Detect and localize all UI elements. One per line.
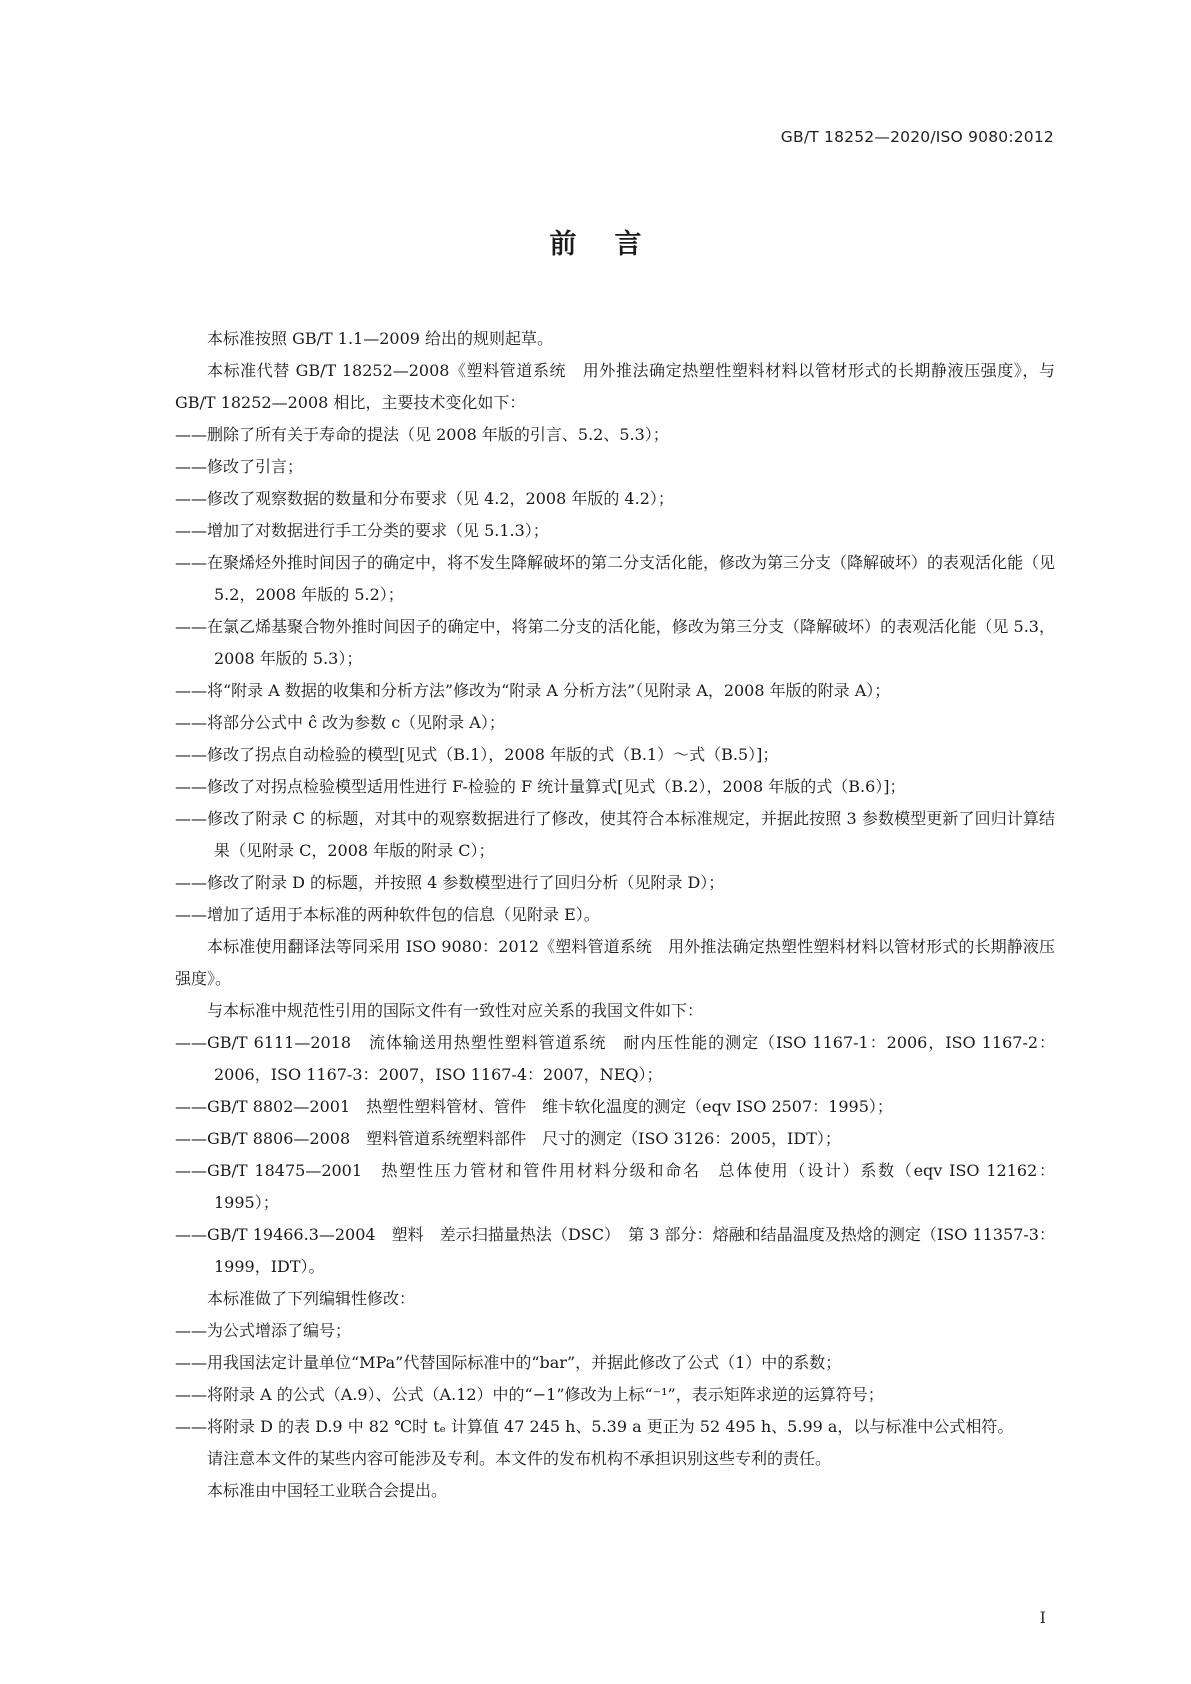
list-item: ——修改了观察数据的数量和分布要求（见 4.2，2008 年版的 4.2）； (175, 489, 674, 508)
list-item: ——修改了对拐点检验模型适用性进行 F-检验的 F 统计量算式[见式（B.2），2008 年版的式（B.6）]； (175, 777, 906, 796)
list-item: ——GB/T 8802—2001 热塑性塑料管材、管件 维卡软化温度的测定（eqv ISO 2507：1995）； (175, 1097, 893, 1116)
page-title: 前言 (549, 229, 680, 260)
list-item: ——修改了附录 C 的标题，对其中的观察数据进行了修改，使其符合本标准规定，并据此按照 3 参数模型更新了回归计算结果（见附录 C，2008 年版的附录 C）； (175, 809, 1055, 860)
list-item: ——增加了对数据进行手工分类的要求（见 5.1.3）； (175, 521, 549, 540)
list-item: ——在氯乙烯基聚合物外推时间因子的确定中，将第二分支的活化能，修改为第三分支（降解破坏）的表观活化能（见 5.3，2008 年版的 5.3）； (175, 617, 1055, 668)
paragraph: 请注意本文件的某些内容可能涉及专利。本文件的发布机构不承担识别这些专利的责任。 (207, 1449, 832, 1468)
paragraph: 本标准由中国轻工业联合会提出。 (207, 1481, 448, 1500)
list-item: ——将“附录 A 数据的收集和分析方法”修改为“附录 A 分析方法”（见附录 A，2008 年版的附录 A）； (175, 681, 891, 700)
list-item: ——增加了适用于本标准的两种软件包的信息（见附录 E）。 (175, 905, 600, 924)
list-item: ——将部分公式中 ĉ 改为参数 c（见附录 A）； (175, 713, 505, 732)
paragraph: 本标准代替 GB/T 18252—2008《塑料管道系统 用外推法确定热塑性塑料材料以管材形式的长期静液压强度》，与 GB/T 18252—2008 相比，主要技术变化如下： (175, 361, 1055, 412)
list-item: ——在聚烯烃外推时间因子的确定中，将不发生降解破坏的第二分支活化能，修改为第三分支（降解破坏）的表观活化能（见 5.2，2008 年版的 5.2）； (175, 553, 1056, 604)
paragraph: 本标准做了下列编辑性修改： (207, 1289, 416, 1308)
list-item: ——GB/T 8806—2008 塑料管道系统塑料部件 尺寸的测定（ISO 3126：2005，IDT）； (175, 1129, 841, 1148)
list-item: ——为公式增添了编号； (175, 1321, 352, 1340)
paragraph: 与本标准中规范性引用的国际文件有一致性对应关系的我国文件如下： (207, 1001, 704, 1020)
list-item: ——将附录 A 的公式（A.9）、公式（A.12）中的“−1”修改为上标“⁻¹”，表示矩阵求逆的运算符号； (175, 1385, 884, 1404)
list-item: ——GB/T 18475—2001 热塑性压力管材和管件用材料分级和命名 总体使用（设计）系数（eqv ISO 12162：1995）； (175, 1161, 1055, 1212)
list-item: ——修改了引言； (175, 457, 304, 476)
list-item: ——删除了所有关于寿命的提法（见 2008 年版的引言、5.2、5.3）； (175, 425, 669, 444)
document-body (175, 323, 1055, 1507)
list-item: ——修改了拐点自动检验的模型[见式（B.1），2008 年版的式（B.1）～式（B.5）]； (175, 745, 779, 764)
page-number: I (1039, 1608, 1046, 1627)
list-item: ——GB/T 19466.3—2004 塑料 差示扫描量热法（DSC） 第 3 部分：熔融和结晶温度及热焓的测定（ISO 11357-3：1999，IDT）。 (175, 1225, 1055, 1276)
standard-code-header: GB/T 18252—2020/ISO 9080:2012 (780, 128, 1054, 146)
paragraph: 本标准使用翻译法等同采用 ISO 9080：2012《塑料管道系统 用外推法确定热塑性塑料材料以管材形式的长期静液压强度》。 (175, 937, 1055, 988)
paragraph: 本标准按照 GB/T 1.1—2009 给出的规则起草。 (207, 329, 554, 348)
list-item: ——用我国法定计量单位“MPa”代替国际标准中的“bar”，并据此修改了公式（1）中的系数； (175, 1353, 842, 1372)
list-item: ——GB/T 6111—2018 流体输送用热塑性塑料管道系统 耐内压性能的测定（ISO 1167-1：2006，ISO 1167-2：2006，ISO 1167-3：2007，ISO 1167-4：2007，NEQ）； (175, 1033, 1055, 1084)
list-item: ——修改了附录 D 的标题，并按照 4 参数模型进行了回归分析（见附录 D）； (175, 873, 725, 892)
list-item: ——将附录 D 的表 D.9 中 82 ℃时 tₑ 计算值 47 245 h、5.39 a 更正为 52 495 h、5.99 a，以与标准中公式相符。 (175, 1417, 1014, 1436)
